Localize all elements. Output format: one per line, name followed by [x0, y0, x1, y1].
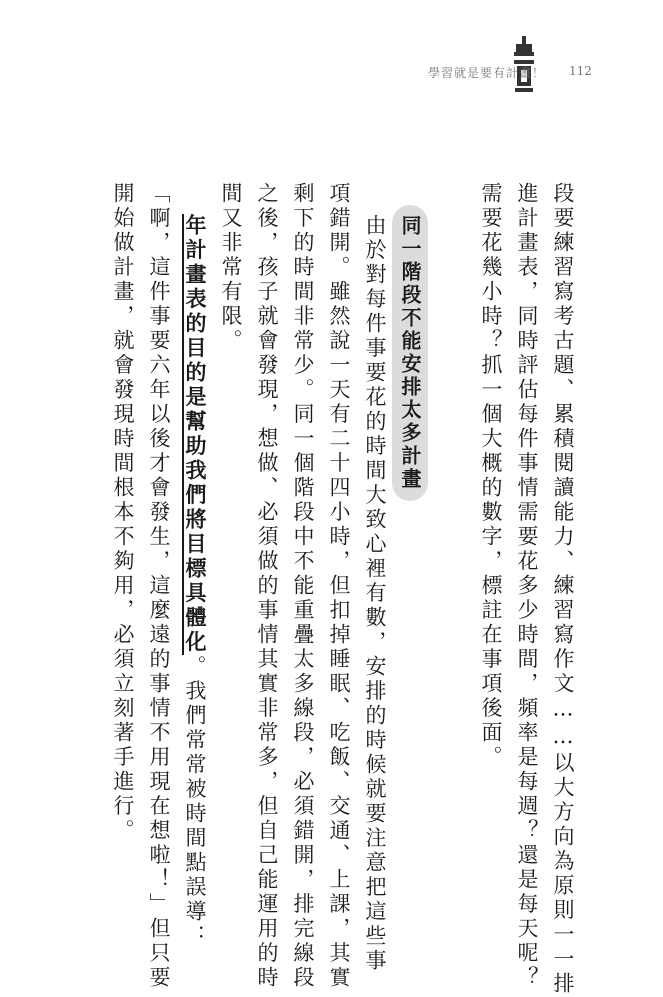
paragraph-line: 間又非常有限。 — [219, 182, 243, 354]
paragraph-text: 。我們常常被時間點誤導： — [183, 655, 207, 949]
paragraph-line: 需要花幾小時？抓一個大概的數字，標註在事項後面。 — [479, 182, 503, 770]
paragraph-line: 「啊，這件事要六年以後才會發生，這麼遠的事情不用現在想啦！」但只要 — [147, 182, 171, 991]
paragraph-line: 開始做計畫，就會發現時間根本不夠用，必須立刻著手進行。 — [111, 182, 135, 844]
paragraph-line — [180, 214, 209, 949]
emphasized-phrase: 年計畫表的目的是幫助我們將目標具體化 — [183, 214, 207, 655]
section-heading: 同一階段不能安排太多計畫 — [392, 205, 428, 501]
page-number: 112 — [569, 64, 592, 78]
paragraph-line: 進計畫表，同時評估每件事情需要花多少時間，頻率是每週？還是每天呢？ — [515, 182, 539, 991]
paragraph-line: 之後，孩子就會發現，想做、必須做的事情其實非常多，但自己能運用的時 — [255, 182, 279, 991]
paragraph-line: 段要練習寫考古題、累積閱讀能力、練習寫作文……以大方向為原則一一排 — [551, 182, 575, 997]
paragraph-line: 由於對每件事要花的時間大致心裡有數，安排的時候就要注意把這些事 — [363, 214, 387, 974]
paragraph-line: 剩下的時間非常少。同一個階段中不能重疊太多線段，必須錯開，排完線段 — [291, 182, 315, 991]
paragraph-line: 項錯開。雖然說一天有二十四小時，但扣掉睡眠、吃飯、交通、上課，其實 — [327, 182, 351, 991]
running-header: 學習就是要有計畫！ — [427, 66, 545, 80]
